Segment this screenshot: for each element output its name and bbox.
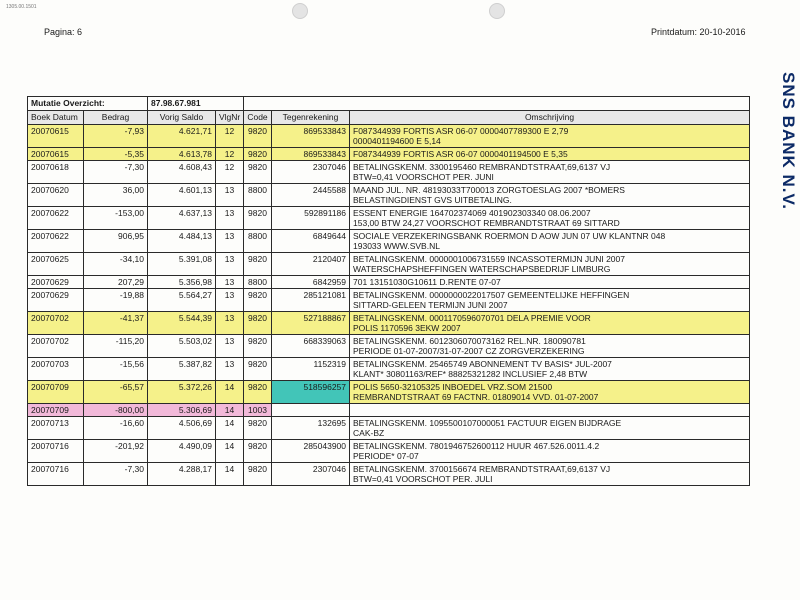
cell-seq: 13 — [216, 358, 244, 381]
cell-seq: 13 — [216, 289, 244, 312]
description-line: 193033 WWW.SVB.NL — [353, 241, 440, 251]
col-boek-datum: Boek Datum — [28, 111, 84, 125]
cell-seq: 14 — [216, 381, 244, 404]
cell-date: 20070622 — [28, 207, 84, 230]
cell-amount: 36,00 — [84, 184, 148, 207]
table-row — [28, 404, 750, 417]
cell-prev-balance: 4.484,13 — [148, 230, 216, 253]
description-line: F087344939 FORTIS ASR 06-07 0000401194500 E 5,35 — [353, 149, 568, 159]
description-line: BETALINGSKENM. 7801946752600112 HUUR 467.526.0011.4.2 — [353, 441, 600, 451]
cell-seq: 13 — [216, 230, 244, 253]
cell-amount: -16,60 — [84, 417, 148, 440]
description-line: SOCIALE VERZEKERINGSBANK ROERMON D AOW JUN 07 UW KLANTNR 048 — [353, 231, 666, 241]
cell-seq: 14 — [216, 440, 244, 463]
table-row — [28, 276, 750, 289]
cell-code: 9820 — [244, 289, 272, 312]
description-line: BETALINGSKENM. 1095500107000051 FACTUUR EIGEN BIJDRAGE — [353, 418, 622, 428]
punch-hole-right — [489, 3, 505, 19]
table-row — [28, 125, 750, 148]
description-line: POLIS 5650-32105325 INBOEDEL VRZ.SOM 21500 — [353, 382, 553, 392]
cell-amount: -800,00 — [84, 404, 148, 417]
overview-title: Mutatie Overzicht: — [28, 97, 148, 111]
cell-description — [350, 381, 750, 404]
col-vlgnr: VlgNr — [216, 111, 244, 125]
cell-date: 20070709 — [28, 381, 84, 404]
cell-prev-balance: 4.621,71 — [148, 125, 216, 148]
description-line: 701 13151030G10611 D.RENTE 07-07 — [353, 277, 501, 287]
cell-prev-balance: 4.608,43 — [148, 161, 216, 184]
cell-description — [350, 230, 750, 253]
cell-code: 8800 — [244, 230, 272, 253]
table-row — [28, 184, 750, 207]
cell-code: 9820 — [244, 381, 272, 404]
cell-prev-balance: 5.564,27 — [148, 289, 216, 312]
cell-amount: -15,56 — [84, 358, 148, 381]
cell-amount: -19,88 — [84, 289, 148, 312]
col-tegenrekening: Tegenrekening — [272, 111, 350, 125]
description-line: MAAND JUL. NR. 48193033T700013 ZORGTOESLAG 2007 *BOMERS — [353, 185, 625, 195]
cell-description — [350, 125, 750, 148]
print-date: Printdatum: 20-10-2016 — [651, 27, 746, 37]
cell-description — [350, 358, 750, 381]
cell-seq: 13 — [216, 253, 244, 276]
cell-counter-account: 869533843 — [272, 125, 350, 148]
cell-description — [350, 207, 750, 230]
cell-date: 20070629 — [28, 289, 84, 312]
description-line: CAK-BZ — [353, 428, 385, 438]
cell-code: 9820 — [244, 207, 272, 230]
cell-counter-account: 2307046 — [272, 463, 350, 486]
cell-amount: 207,29 — [84, 276, 148, 289]
cell-code: 8800 — [244, 184, 272, 207]
description-line: PERIODE 01-07-2007/31-07-2007 CZ ZORGVERZEKERING — [353, 346, 585, 356]
transaction-rows — [28, 125, 750, 486]
cell-prev-balance: 4.613,78 — [148, 148, 216, 161]
col-bedrag: Bedrag — [84, 111, 148, 125]
cell-description — [350, 184, 750, 207]
cell-counter-account: 518596257 — [272, 381, 350, 404]
description-line: BETALINGSKENM. 0000000022017507 GEMEENTELIJKE HEFFINGEN — [353, 290, 630, 300]
cell-counter-account: 2307046 — [272, 161, 350, 184]
description-line: BTW=0,41 VOORSCHOT PER. JULI — [353, 474, 493, 484]
cell-prev-balance: 5.372,26 — [148, 381, 216, 404]
cell-date: 20070709 — [28, 404, 84, 417]
table-row — [28, 207, 750, 230]
cell-code: 9820 — [244, 358, 272, 381]
cell-description — [350, 440, 750, 463]
cell-amount: -7,30 — [84, 463, 148, 486]
description-line: SITTARD-GELEEN TERMIJN JUNI 2007 — [353, 300, 508, 310]
cell-description — [350, 417, 750, 440]
description-line: PERIODE* 07-07 — [353, 451, 419, 461]
account-number: 87.98.67.981 — [148, 97, 244, 111]
cell-date: 20070615 — [28, 125, 84, 148]
cell-counter-account: 285043900 — [272, 440, 350, 463]
cell-date: 20070703 — [28, 358, 84, 381]
cell-counter-account: 869533843 — [272, 148, 350, 161]
cell-counter-account: 2445588 — [272, 184, 350, 207]
cell-amount: -7,93 — [84, 125, 148, 148]
cell-date: 20070702 — [28, 335, 84, 358]
cell-counter-account: 6842959 — [272, 276, 350, 289]
cell-amount: -153,00 — [84, 207, 148, 230]
cell-prev-balance: 4.506,69 — [148, 417, 216, 440]
description-line: 0000401194600 E 5,14 — [353, 136, 441, 146]
cell-code: 9820 — [244, 148, 272, 161]
cell-counter-account: 132695 — [272, 417, 350, 440]
cell-description — [350, 463, 750, 486]
cell-code: 9820 — [244, 335, 272, 358]
cell-description — [350, 335, 750, 358]
cell-amount: -7,30 — [84, 161, 148, 184]
description-line: REMBRANDTSTRAAT 69 FACTNR. 01809014 VVD. 01-07-2007 — [353, 392, 599, 402]
table-row — [28, 358, 750, 381]
cell-counter-account: 2120407 — [272, 253, 350, 276]
cell-counter-account: 1152319 — [272, 358, 350, 381]
cell-description — [350, 289, 750, 312]
cell-description — [350, 148, 750, 161]
description-line: BETALINGSKENM. 6012306070073162 REL.NR. 180090781 — [353, 336, 586, 346]
description-line: BETALINGSKENM. 25465749 ABONNEMENT TV BASIS* JUL-2007 — [353, 359, 612, 369]
cell-code: 9820 — [244, 253, 272, 276]
cell-prev-balance: 5.503,02 — [148, 335, 216, 358]
cell-counter-account: 668339063 — [272, 335, 350, 358]
description-line: POLIS 1170596 3EKW 2007 — [353, 323, 461, 333]
description-line: WATERSCHAPSHEFFINGEN WATERSCHAPSBEDRIJF LIMBURG — [353, 264, 611, 274]
cell-prev-balance: 5.544,39 — [148, 312, 216, 335]
cell-seq: 13 — [216, 276, 244, 289]
table-row — [28, 440, 750, 463]
description-line: BTW=0,41 VOORSCHOT PER. JUNI — [353, 172, 494, 182]
cell-date: 20070615 — [28, 148, 84, 161]
cell-seq: 12 — [216, 161, 244, 184]
cell-date: 20070716 — [28, 440, 84, 463]
cell-date: 20070629 — [28, 276, 84, 289]
col-code: Code — [244, 111, 272, 125]
cell-seq: 14 — [216, 417, 244, 440]
punch-hole-left — [292, 3, 308, 19]
cell-seq: 13 — [216, 312, 244, 335]
cell-date: 20070622 — [28, 230, 84, 253]
table-row — [28, 289, 750, 312]
table-row — [28, 463, 750, 486]
cell-description — [350, 404, 750, 417]
cell-description — [350, 312, 750, 335]
cell-prev-balance: 5.306,69 — [148, 404, 216, 417]
cell-date: 20070716 — [28, 463, 84, 486]
cell-code: 1003 — [244, 404, 272, 417]
cell-seq: 13 — [216, 207, 244, 230]
mutation-table — [27, 96, 750, 486]
description-line: ESSENT ENERGIE 164702374069 401902303340 08.06.2007 — [353, 208, 591, 218]
col-vorig-saldo: Vorig Saldo — [148, 111, 216, 125]
cell-code: 8800 — [244, 276, 272, 289]
cell-code: 9820 — [244, 161, 272, 184]
overview-title-row — [28, 97, 750, 111]
cell-seq: 13 — [216, 184, 244, 207]
table-row — [28, 161, 750, 184]
description-line: BETALINGSKENM. 3300195460 REMBRANDTSTRAAT,69,6137 VJ — [353, 162, 611, 172]
cell-prev-balance: 4.490,09 — [148, 440, 216, 463]
cell-seq: 12 — [216, 125, 244, 148]
cell-seq: 14 — [216, 463, 244, 486]
cell-code: 9820 — [244, 312, 272, 335]
cell-seq: 14 — [216, 404, 244, 417]
description-line: BETALINGSKENM. 3700156674 REMBRANDTSTRAAT,69,6137 VJ — [353, 464, 611, 474]
cell-code: 9820 — [244, 125, 272, 148]
cell-code: 9820 — [244, 440, 272, 463]
description-line: BETALINGSKENM. 0001170596070701 DELA PREMIE VOOR — [353, 313, 591, 323]
cell-prev-balance: 5.387,82 — [148, 358, 216, 381]
description-line: KLANT* 30801163/REF* 88825321282 INCLUSIEF 2,48 BTW — [353, 369, 588, 379]
cell-amount: -34,10 — [84, 253, 148, 276]
cell-amount: 906,95 — [84, 230, 148, 253]
description-line: BETALINGSKENM. 0000001006731559 INCASSOTERMIJN JUNI 2007 — [353, 254, 625, 264]
cell-description — [350, 161, 750, 184]
cell-counter-account: 592891186 — [272, 207, 350, 230]
col-omschrijving: Omschrijving — [350, 111, 750, 125]
cell-seq: 12 — [216, 148, 244, 161]
cell-prev-balance: 5.356,98 — [148, 276, 216, 289]
description-line: F087344939 FORTIS ASR 06-07 0000407789300 E 2,79 — [353, 126, 569, 136]
cell-code: 9820 — [244, 417, 272, 440]
page-number: Pagina: 6 — [44, 27, 83, 37]
description-line: BELASTINGDIENST GVS UITBETALING. — [353, 195, 512, 205]
cell-counter-account: 527188867 — [272, 312, 350, 335]
table-row — [28, 381, 750, 404]
cell-prev-balance: 4.288,17 — [148, 463, 216, 486]
cell-counter-account: 285121081 — [272, 289, 350, 312]
cell-prev-balance: 5.391,08 — [148, 253, 216, 276]
table-row — [28, 230, 750, 253]
cell-prev-balance: 4.601,13 — [148, 184, 216, 207]
cell-date: 20070625 — [28, 253, 84, 276]
cell-description — [350, 276, 750, 289]
table-row — [28, 312, 750, 335]
cell-code: 9820 — [244, 463, 272, 486]
cell-date: 20070620 — [28, 184, 84, 207]
page-code: 1305.00.1501 — [6, 4, 37, 10]
cell-amount: -115,20 — [84, 335, 148, 358]
cell-prev-balance: 4.637,13 — [148, 207, 216, 230]
cell-amount: -201,92 — [84, 440, 148, 463]
bank-logo: SNS BANK N.V. — [779, 72, 798, 211]
table-row — [28, 253, 750, 276]
cell-amount: -41,37 — [84, 312, 148, 335]
cell-description — [350, 253, 750, 276]
cell-date: 20070713 — [28, 417, 84, 440]
cell-seq: 13 — [216, 335, 244, 358]
cell-date: 20070702 — [28, 312, 84, 335]
cell-amount: -65,57 — [84, 381, 148, 404]
description-line: 153,00 BTW 24,27 VOORSCHOT REMBRANDTSTRAAT 69 SITTARD — [353, 218, 620, 228]
table-row — [28, 417, 750, 440]
table-row — [28, 335, 750, 358]
cell-counter-account: 6849644 — [272, 230, 350, 253]
cell-date: 20070618 — [28, 161, 84, 184]
table-row — [28, 148, 750, 161]
cell-amount: -5,35 — [84, 148, 148, 161]
column-header-row — [28, 111, 750, 125]
cell-counter-account — [272, 404, 350, 417]
